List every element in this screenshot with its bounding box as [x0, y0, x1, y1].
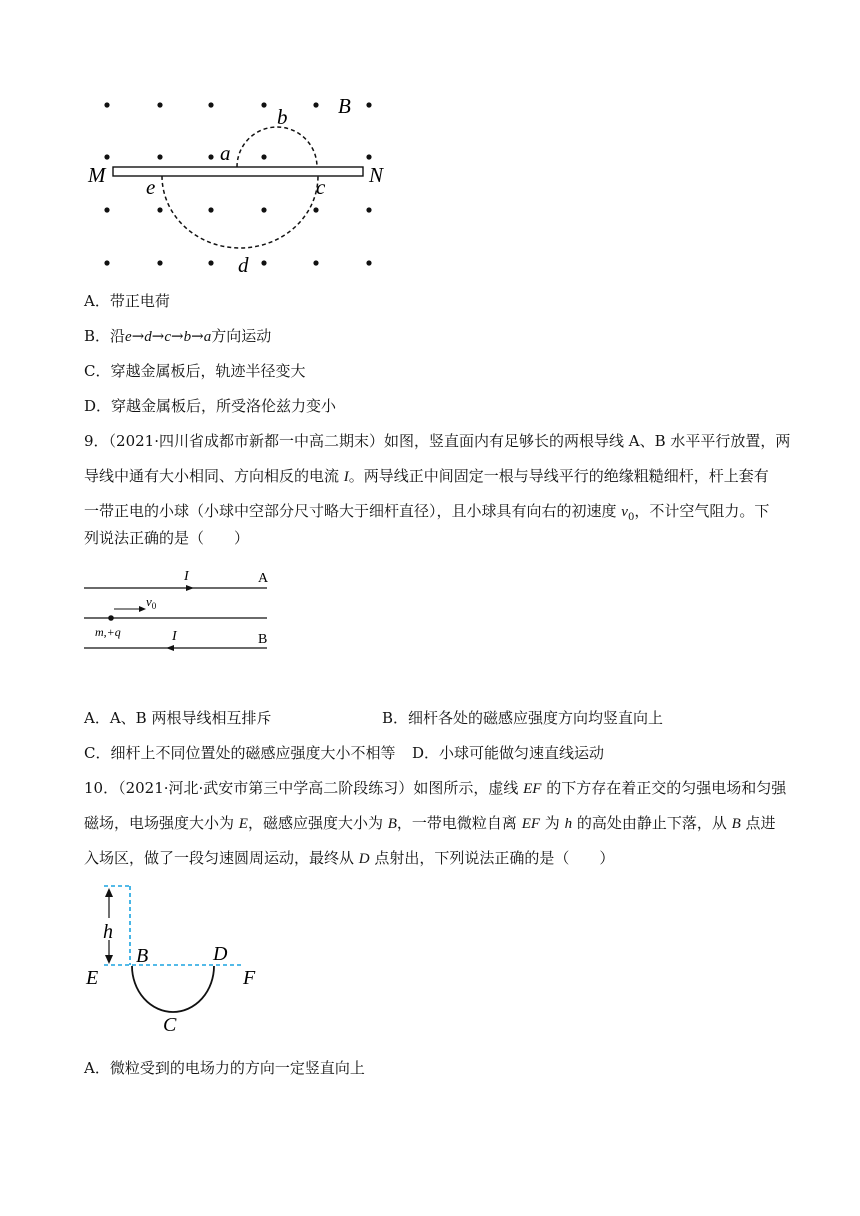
label-D-point: D — [213, 943, 228, 965]
label-B-wire: B — [258, 632, 268, 647]
label-I-bottom: I — [172, 629, 177, 644]
q9-stem-line2: 导线中通有大小相同、方向相反的电流 I。两导线正中间固定一根与导线平行的绝缘粗糙细杆，杆上套有 — [84, 467, 769, 485]
q10-stem-line1: 10．（2021·河北·武安市第三中学高二阶段练习）如图所示，虚线 EF 的下方存在着正交的匀强电场和匀强 — [84, 779, 787, 797]
q9-option-a[interactable]: A．A、B 两根导线相互排斥 — [84, 709, 272, 727]
label-b: b — [277, 105, 288, 129]
label-C: C — [163, 1014, 177, 1036]
ball — [108, 615, 114, 621]
label-F: F — [243, 967, 256, 989]
figure-drop-semicircle — [82, 880, 272, 1038]
figure-plate-trajectory — [80, 88, 400, 278]
q8-option-a[interactable]: A．带正电荷 — [84, 292, 170, 310]
label-B-point: B — [136, 945, 149, 967]
current-arrow-bottom — [166, 645, 174, 651]
label-M: M — [88, 163, 106, 187]
q9-stem-line4: 列说法正确的是（ ） — [84, 529, 250, 547]
figure-two-wires — [82, 566, 277, 658]
label-A: A — [258, 571, 269, 586]
lower-arc — [162, 176, 318, 248]
current-arrow-top — [186, 585, 194, 591]
label-N: N — [369, 163, 384, 187]
label-B: B — [338, 94, 351, 118]
q10-stem-line3: 入场区，做了一段匀速圆周运动，最终从 D 点射出，下列说法正确的是（ ） — [84, 849, 615, 867]
q10-option-a[interactable]: A．微粒受到的电场力的方向一定竖直向上 — [84, 1059, 365, 1077]
q10-stem-line2: 磁场，电场强度大小为 E，磁感应强度大小为 B，一带电微粒自离 EF 为 h 的高处由静止下落，从 B 点进 — [84, 814, 776, 832]
q9-option-d[interactable]: D．小球可能做匀速直线运动 — [412, 744, 605, 762]
q8-option-c[interactable]: C．穿越金属板后，轨迹半径变大 — [84, 362, 306, 380]
label-h: h — [103, 921, 113, 943]
upper-arc — [237, 127, 317, 167]
label-e: e — [146, 175, 156, 199]
q9-stem-line3: 一带正电的小球（小球中空部分尺寸略大于细杆直径），且小球具有向右的初速度 $v_0$，不计空气阻力。下 — [84, 502, 770, 523]
q8-option-d[interactable]: D．穿越金属板后，所受洛伦兹力变小 — [84, 397, 337, 415]
q9-option-b[interactable]: B．细杆各处的磁感应强度方向均竖直向上 — [382, 709, 664, 727]
label-a: a — [220, 141, 231, 165]
q9-option-c[interactable]: C．细杆上不同位置处的磁感应强度大小不相等 — [84, 744, 396, 762]
label-d: d — [238, 253, 249, 277]
semicircle-path — [132, 966, 214, 1012]
label-E: E — [86, 967, 99, 989]
label-c: c — [316, 175, 326, 199]
label-v0: $v_0$ — [146, 594, 157, 611]
label-I-top: I — [184, 569, 189, 584]
q8-option-b[interactable]: B．沿e→d→c→b→a方向运动 — [84, 327, 272, 345]
q9-stem-line1: 9．（2021·四川省成都市新都一中高二期末）如图，竖直面内有足够长的两根导线 A、B 水平平行放置，两 — [84, 432, 791, 450]
label-mq: m,+q — [95, 625, 121, 639]
field-dots — [104, 102, 371, 265]
